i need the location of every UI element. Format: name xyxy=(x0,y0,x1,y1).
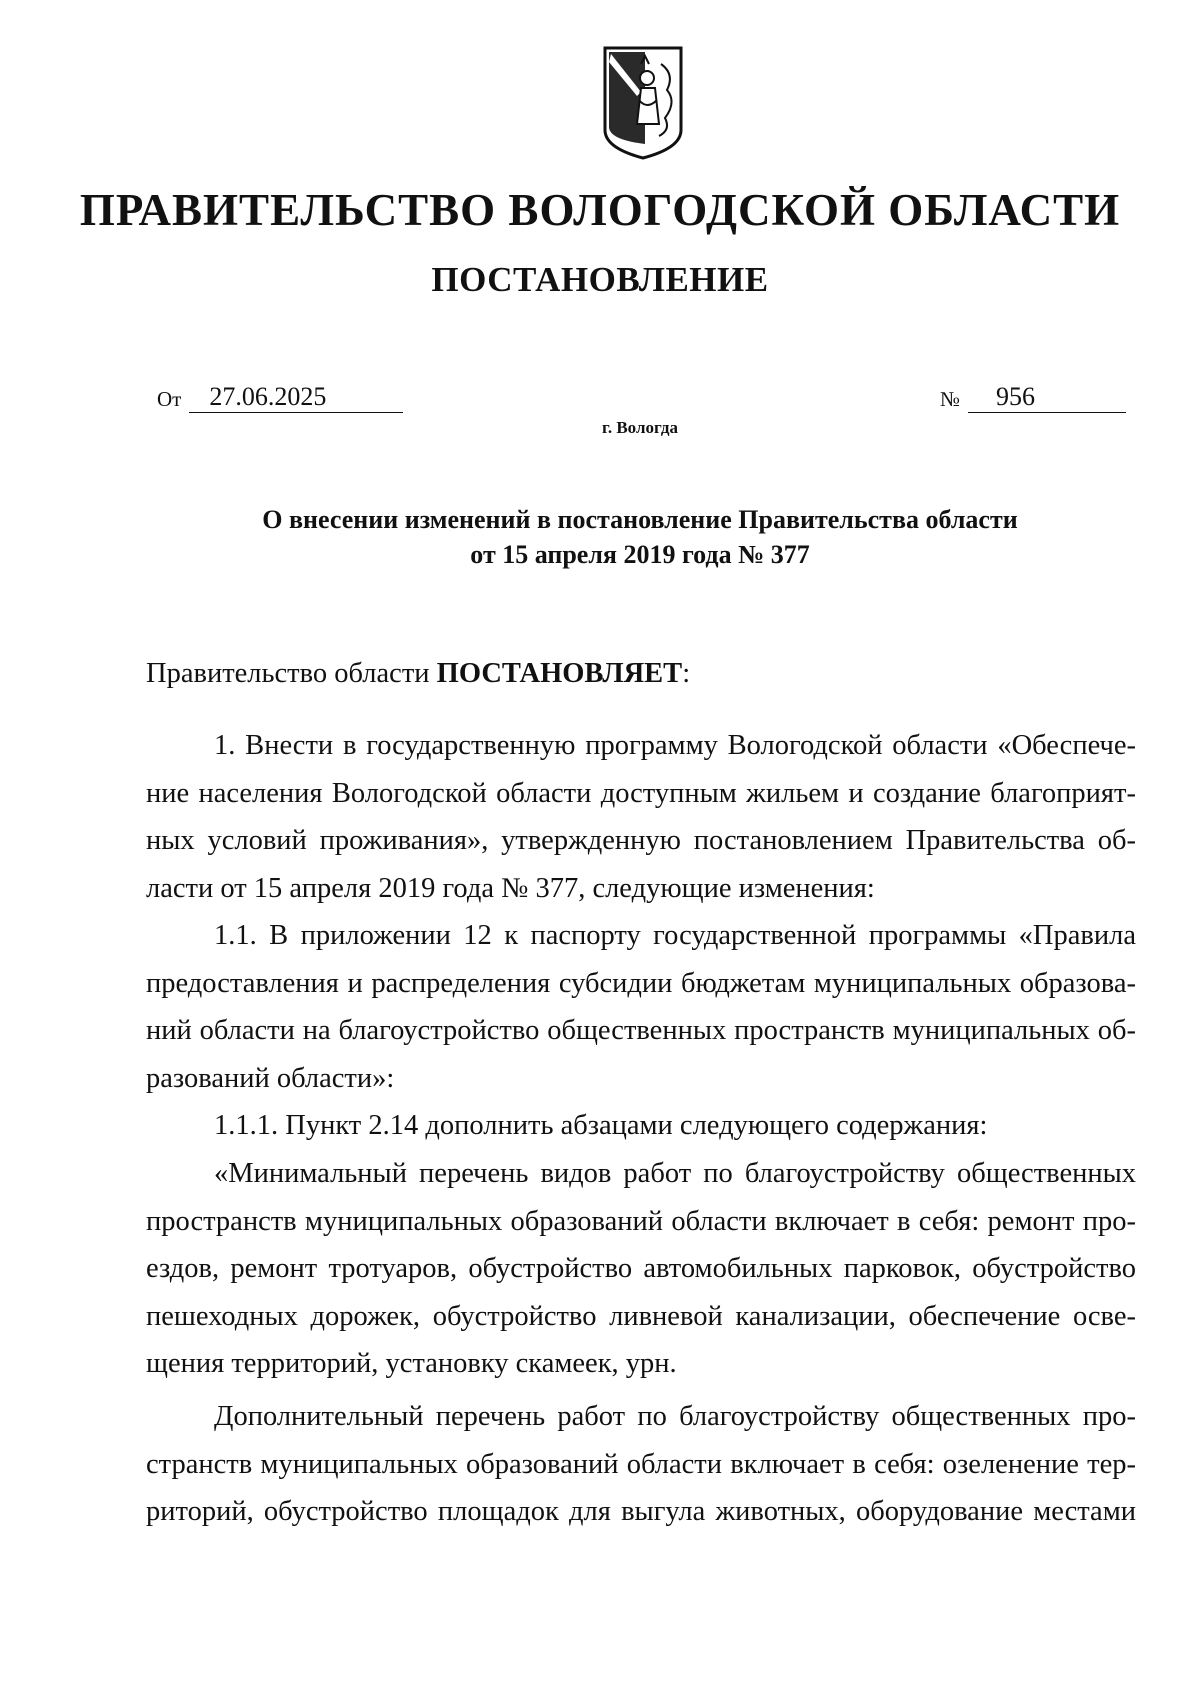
subject-line: О внесении изменений в постановление Правительства области xyxy=(262,505,1018,534)
paragraph-line: «Минимальный перечень видов работ по благоустройству общественных xyxy=(214,1158,1136,1189)
date-value: 27.06.2025 xyxy=(189,382,403,413)
city-label: г. Вологда xyxy=(602,418,678,437)
paragraph-line: ных условий проживания», утвержденную постановлением Правительства об- xyxy=(146,825,1136,856)
decree-intro xyxy=(146,655,690,693)
paragraph-1-1 xyxy=(146,912,1136,1102)
document-number xyxy=(940,382,1126,413)
document-subject xyxy=(160,502,1120,572)
paragraph-line: 1.1.1. Пункт 2.14 дополнить абзацами следующего содержания: xyxy=(214,1110,988,1141)
intro-text: Правительство области xyxy=(146,658,437,689)
document-date xyxy=(157,382,403,413)
paragraph-line: предоставления и распределения субсидии бюджетам муниципальных образова- xyxy=(146,967,1136,999)
paragraph-line: 1.1. В приложении 12 к паспорту государственной программы «Правила xyxy=(214,920,1136,951)
paragraph-line: странств муниципальных образований области включает в себя: озеленение тер- xyxy=(146,1448,1136,1480)
paragraph-line: пешеходных дорожек, обустройство ливневой канализации, обеспечение осве- xyxy=(146,1300,1136,1332)
paragraph-line: пространств муниципальных образований области включает в себя: ремонт про- xyxy=(146,1205,1136,1237)
paragraph-line: щения территорий, установку скамеек, урн. xyxy=(146,1348,677,1379)
document-type-title: ПОСТАНОВЛЕНИЕ xyxy=(431,260,769,299)
paragraph-line: 1. Внести в государственную программу Вологодской области «Обеспече- xyxy=(214,730,1136,761)
paragraph-line: ласти от 15 апреля 2019 года № 377, следующие изменения: xyxy=(146,872,875,904)
coat-of-arms-emblem xyxy=(601,44,685,162)
subject-line: от 15 апреля 2019 года № 377 xyxy=(470,540,810,569)
paragraph-line: Дополнительный перечень работ по благоустройству общественных про- xyxy=(214,1401,1136,1432)
intro-decree-word: ПОСТАНОВЛЯЕТ xyxy=(436,658,683,689)
paragraph-line: ние населения Вологодской области доступным жильем и создание благоприят- xyxy=(146,777,1136,809)
number-value: 956 xyxy=(968,382,1126,413)
organization-title: ПРАВИТЕЛЬСТВО ВОЛОГОДСКОЙ ОБЛАСТИ xyxy=(79,185,1121,235)
number-prefix: № xyxy=(940,387,961,411)
paragraph-1-1-1 xyxy=(146,1102,1136,1150)
paragraph-line: ний области на благоустройство общественных пространств муниципальных об- xyxy=(146,1015,1136,1046)
intro-colon: : xyxy=(682,658,691,689)
paragraph-1 xyxy=(146,722,1136,912)
paragraph-minimal-list xyxy=(146,1150,1136,1388)
paragraph-line: риторий, обустройство площадок для выгула животных, оборудование местами xyxy=(146,1496,1136,1527)
paragraph-line: разований области»: xyxy=(146,1062,395,1094)
paragraph-additional-list xyxy=(146,1393,1136,1536)
date-prefix: От xyxy=(157,387,182,411)
paragraph-line: ездов, ремонт тротуаров, обустройство автомобильных парковок, обустройство xyxy=(146,1253,1136,1284)
